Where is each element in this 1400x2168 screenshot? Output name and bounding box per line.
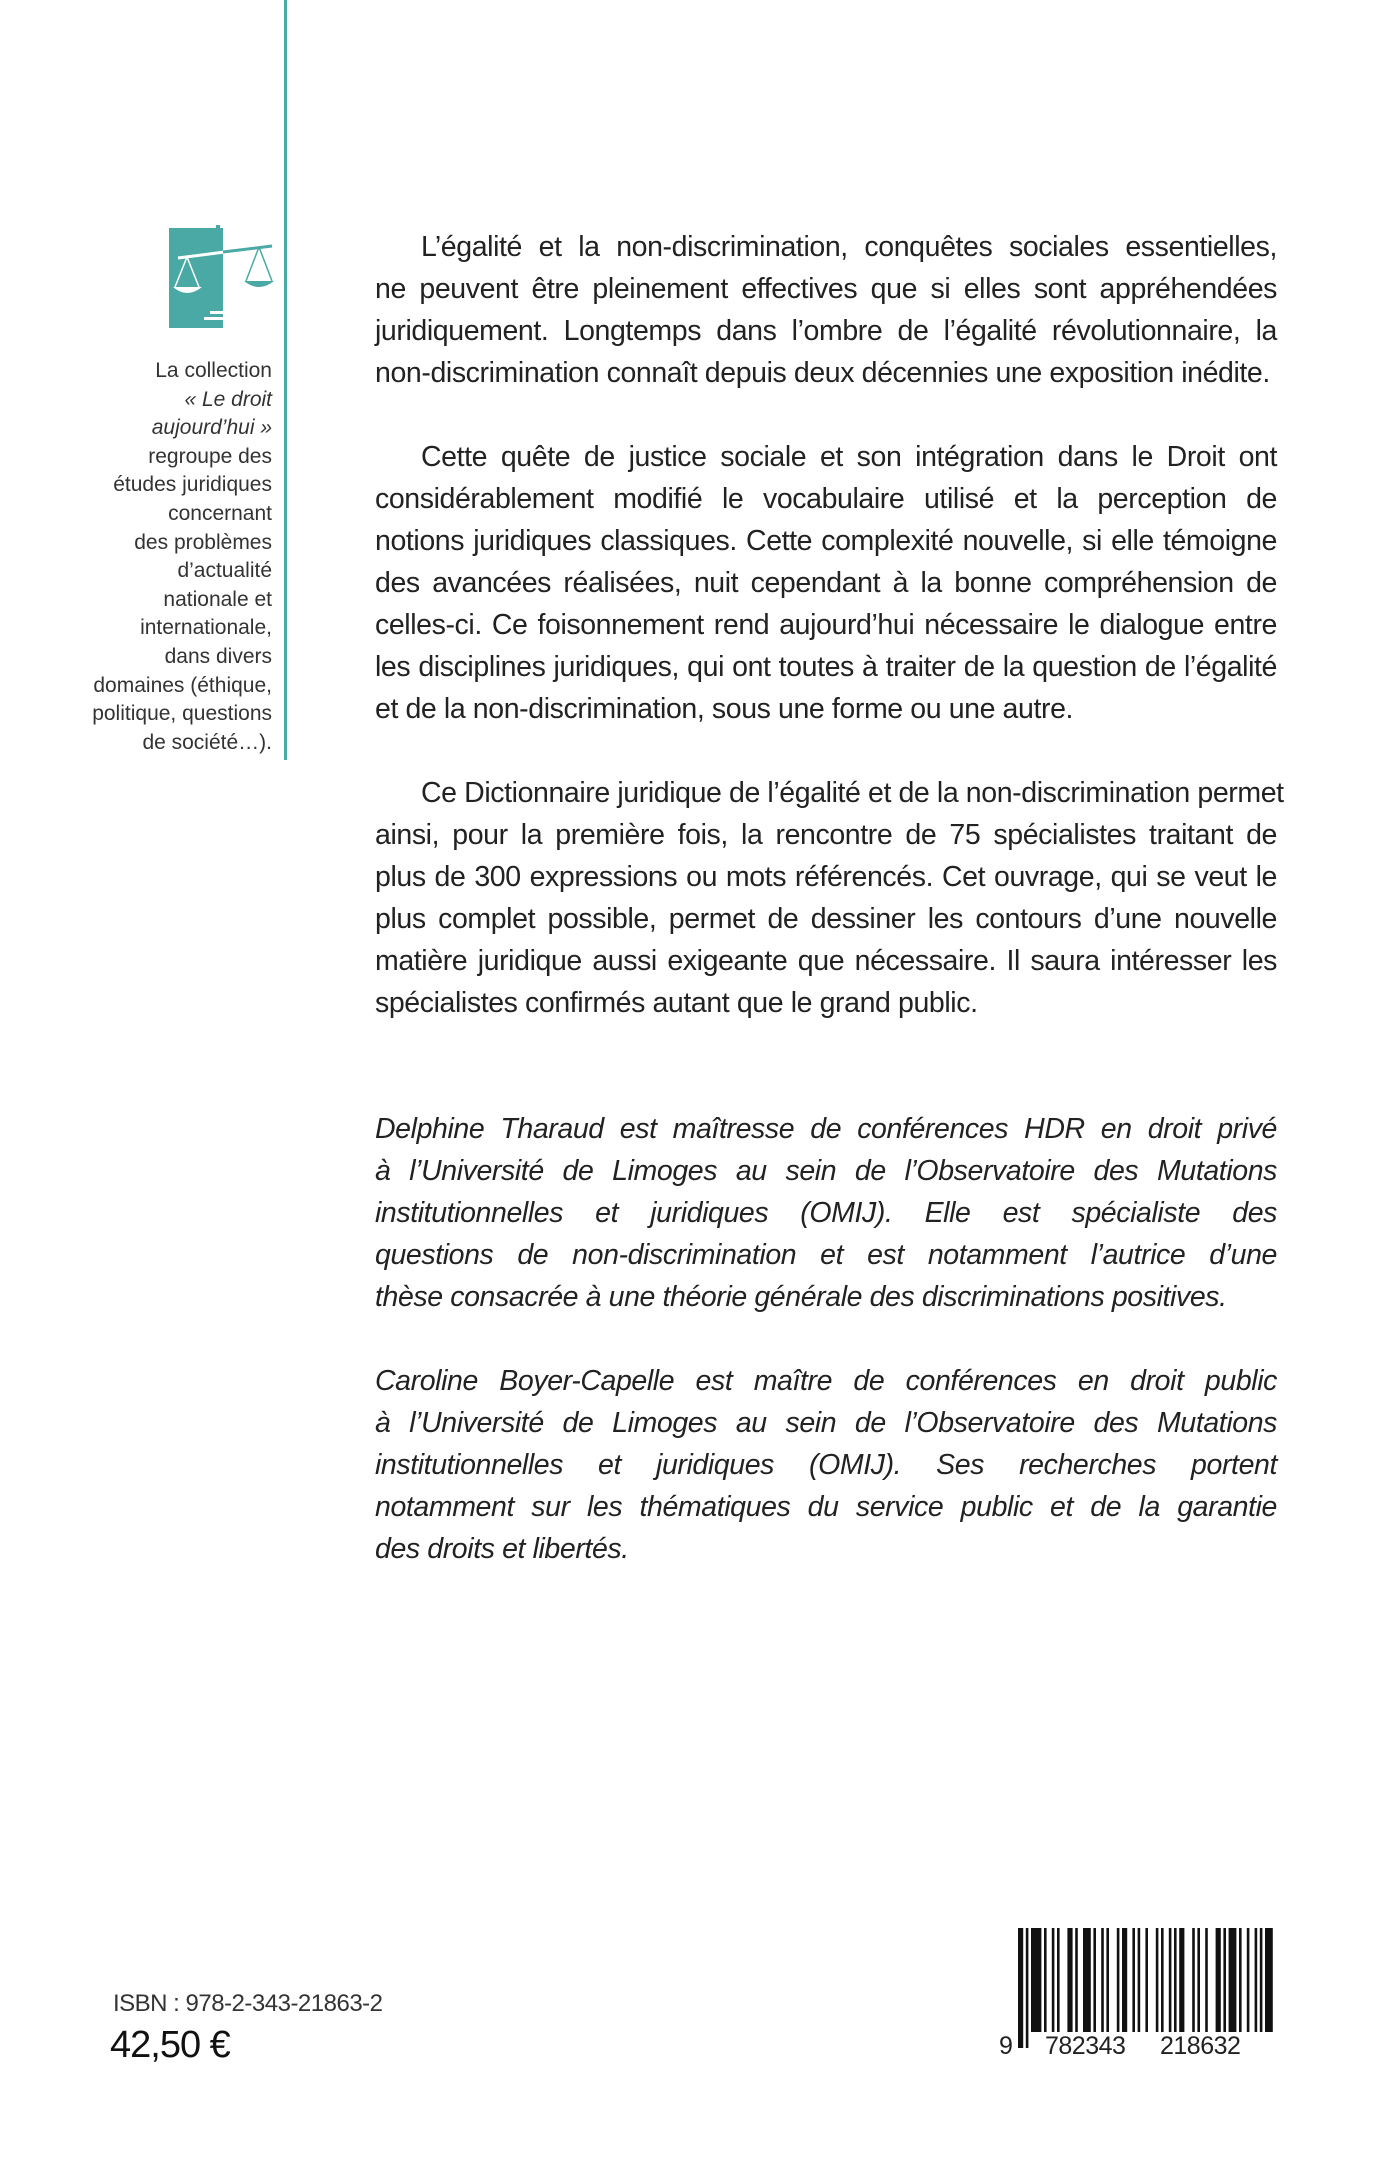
- barcode-bar: [1031, 1928, 1041, 2032]
- barcode-bar: [1093, 1928, 1096, 2032]
- isbn: ISBN : 978-2-343-21863-2: [113, 1990, 383, 2017]
- text-line: L’égalité et la non-discrimination, conquêtes sociales essentielles,: [421, 231, 1277, 263]
- barcode-bar: [1052, 1928, 1055, 2032]
- barcode-bar: [1083, 1928, 1091, 2032]
- text-line: ne peuvent être pleinement effectives que si elles sont appréhendées: [375, 273, 1277, 305]
- barcode-bar: [1192, 1928, 1195, 2032]
- barcode-bar: [1026, 1928, 1029, 2048]
- collection-description-line: politique, questions: [92, 702, 272, 726]
- barcode-digits-left: 782343: [1045, 2032, 1126, 2060]
- summary-paragraph: [375, 436, 1277, 730]
- text-line: celles-ci. Ce foisonnement rend aujourd’hui nécessaire le dialogue entre: [375, 609, 1277, 641]
- barcode-bar: [1247, 1928, 1250, 2032]
- text-line: à l’Université de Limoges au sein de l’Observatoire des Mutations: [375, 1155, 1277, 1187]
- text-line: et de la non-discrimination, sous une forme ou une autre.: [375, 693, 1074, 725]
- collection-description-line: dans divers: [164, 644, 272, 668]
- text-line: plus de 300 expressions ou mots référencés. Cet ouvrage, qui se veut le: [375, 861, 1277, 893]
- collection-description-line: des problèmes: [134, 530, 272, 554]
- text-line: Cette quête de justice sociale et son intégration dans le Droit ont: [421, 441, 1277, 473]
- barcode-bar: [1101, 1928, 1104, 2032]
- barcode-digit-first: 9: [999, 2032, 1013, 2060]
- spacer: [375, 1066, 1277, 1108]
- text-line: Ce Dictionnaire juridique de l’égalité et de la non-discrimination permet: [421, 777, 1284, 809]
- barcode-bar: [1239, 1928, 1242, 2032]
- text-line: spécialistes confirmés autant que le grand public.: [375, 987, 978, 1019]
- text-line: thèse consacrée à une théorie générale des discriminations positives.: [375, 1281, 1227, 1313]
- collection-description-line: La collection: [155, 359, 272, 382]
- text-line: non-discrimination connaît depuis deux décennies une exposition inédite.: [375, 357, 1270, 389]
- barcode-bar: [1255, 1928, 1258, 2032]
- barcode-bar: [1057, 1928, 1060, 2032]
- collection-description-line: domaines (éthique,: [93, 673, 272, 697]
- text-line: institutionnelles et juridiques (OMIJ). Ses recherches portent: [375, 1449, 1277, 1481]
- collection-divider-line: [284, 0, 287, 760]
- text-line: considérablement modifié le vocabulaire utilisé et la perception de: [375, 483, 1277, 515]
- text-line: juridiquement. Longtemps dans l’ombre de l’égalité révolutionnaire, la: [375, 315, 1277, 347]
- barcode-bar: [1132, 1928, 1135, 2032]
- barcode-bar: [1161, 1928, 1164, 2032]
- barcode-bar: [1265, 1928, 1273, 2032]
- barcode-bar: [1067, 1928, 1072, 2032]
- text-line: notamment sur les thématiques du service public et de la garantie: [375, 1491, 1277, 1523]
- text-line: des avancées réalisées, nuit cependant à la bonne compréhension de: [375, 567, 1277, 599]
- barcode-bar: [1138, 1928, 1141, 2032]
- text-line: les disciplines juridiques, qui ont toutes à traiter de la question de l’égalité: [375, 651, 1277, 683]
- collection-description-line: « Le droit: [184, 387, 272, 411]
- text-line: questions de non-discrimination et est notamment l’autrice d’une: [375, 1239, 1277, 1271]
- back-cover-text: [375, 226, 1284, 1612]
- author-bio-paragraph: [375, 1108, 1277, 1318]
- price: 42,50 €: [110, 2024, 230, 2066]
- barcode-bar: [1174, 1928, 1177, 2048]
- barcode-bar: [1260, 1928, 1263, 2032]
- scales-of-justice-logo-icon: [166, 225, 276, 330]
- barcode-bar: [1229, 1928, 1237, 2032]
- barcode-bar: [1145, 1928, 1148, 2032]
- barcode-bar: [1122, 1928, 1127, 2032]
- collection-description: [12, 357, 272, 757]
- text-line: plus complet possible, permet de dessiner les contours d’une nouvelle: [375, 903, 1277, 935]
- text-line: matière juridique aussi exigeante que nécessaire. Il saura intéresser les: [375, 945, 1277, 977]
- barcode-bar: [1075, 1928, 1078, 2032]
- collection-description-line: internationale,: [140, 616, 272, 640]
- barcode-bar: [1223, 1928, 1226, 2032]
- collection-description-line: de société…).: [142, 730, 272, 754]
- collection-description-line: aujourd’hui »: [151, 416, 272, 440]
- collection-description-line: d’actualité: [177, 559, 272, 583]
- barcode-digits-right: 218632: [1160, 2032, 1241, 2060]
- collection-description-line: concernant: [168, 501, 272, 525]
- barcode-bar: [1117, 1928, 1120, 2032]
- barcode-bar: [1156, 1928, 1159, 2032]
- text-line: Caroline Boyer-Capelle est maître de conférences en droit public: [375, 1365, 1277, 1397]
- text-line: institutionnelles et juridiques (OMIJ). Elle est spécialiste des: [375, 1197, 1277, 1229]
- text-line: ainsi, pour la première fois, la rencontre de 75 spécialistes traitant de: [375, 819, 1277, 851]
- barcode-bar: [1216, 1928, 1221, 2032]
- collection-description-line: regroupe des: [148, 444, 272, 468]
- summary-paragraph: [375, 772, 1284, 1024]
- collection-description-line: études juridiques: [113, 473, 272, 497]
- text-line: notions juridiques classiques. Cette complexité nouvelle, si elle témoigne: [375, 525, 1277, 557]
- text-line: des droits et libertés.: [375, 1533, 629, 1565]
- barcode-bar: [1179, 1928, 1184, 2048]
- barcode-bar: [1018, 1928, 1023, 2048]
- barcode-bar: [1106, 1928, 1109, 2032]
- text-line: Delphine Tharaud est maîtresse de conférences HDR en droit privé: [375, 1113, 1277, 1145]
- text-line: à l’Université de Limoges au sein de l’Observatoire des Mutations: [375, 1407, 1277, 1439]
- barcode-bar: [1197, 1928, 1200, 2032]
- barcode-bar: [1044, 1928, 1047, 2032]
- collection-description-line: nationale et: [163, 587, 272, 611]
- barcode-bar: [1169, 1928, 1172, 2048]
- author-bio-paragraph: [375, 1360, 1277, 1570]
- barcode-bar: [1205, 1928, 1208, 2032]
- summary-paragraph: [375, 226, 1277, 394]
